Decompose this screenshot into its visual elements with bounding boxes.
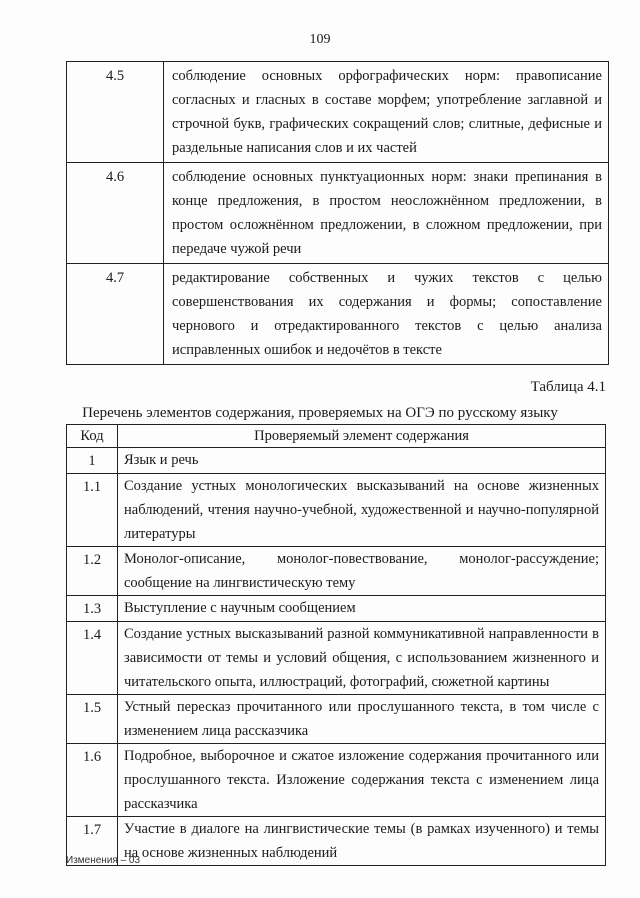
table-row <box>67 264 609 365</box>
table-row <box>67 744 606 817</box>
element-description: Устный пересказ прочитанного или прослушанного текста, в том числе с изменением лица рассказчика <box>118 695 606 744</box>
revision-footer: Изменения – 03 <box>66 855 141 866</box>
table-caption: Таблица 4.1 <box>530 379 606 395</box>
table-row <box>67 163 609 264</box>
element-description: Создание устных высказываний разной коммуникативной направленности в зависимости от темы и условий общения, с использованием жизненного и читательского опыта, иллюстраций, фотографий, сюжетной картины <box>118 622 606 695</box>
element-description: редактирование собственных и чужих текстов с целью совершенствования их содержания и формы; сопоставление чернового и отредактированного текстов с целью анализа исправленных ошибок и недочётов в тексте <box>164 264 609 365</box>
element-description: Язык и речь <box>118 448 606 474</box>
table-row <box>67 596 606 622</box>
element-description: Выступление с научным сообщением <box>118 596 606 622</box>
element-description: соблюдение основных орфографических норм: правописание согласных и гласных в составе морфем; употребление заглавной и строчной букв, графических сокращений слов; слитные, дефисные и раздельные написания слов и их частей <box>164 62 609 163</box>
element-code: 4.6 <box>67 163 164 264</box>
oge-content-elements-table <box>66 424 606 866</box>
page-number: 109 <box>309 32 331 47</box>
element-code: 4.7 <box>67 264 164 365</box>
element-description: Монолог-описание, монолог-повествование, монолог-рассуждение; сообщение на лингвистическую тему <box>118 547 606 596</box>
table-row <box>67 695 606 744</box>
column-header-code: Код <box>67 425 118 448</box>
element-code: 1.4 <box>67 622 118 695</box>
element-code: 1.6 <box>67 744 118 817</box>
element-description: Участие в диалоге на лингвистические темы (в рамках изученного) и темы на основе жизненных наблюдений <box>118 817 606 866</box>
table-header-row <box>67 425 606 448</box>
content-elements-table-continued <box>66 61 609 365</box>
element-description: соблюдение основных пунктуационных норм: знаки препинания в конце предложения, в простом неосложнённом предложении, в простом осложнённом предложении, в сложном предложении, при передаче чужой речи <box>164 163 609 264</box>
element-code: 1.7 <box>67 817 118 866</box>
element-code: 1.1 <box>67 474 118 547</box>
element-code: 4.5 <box>67 62 164 163</box>
table-title: Перечень элементов содержания, проверяемых на ОГЭ по русскому языку <box>82 405 558 421</box>
element-code: 1 <box>67 448 118 474</box>
table-row <box>67 817 606 866</box>
column-header-element: Проверяемый элемент содержания <box>118 425 606 448</box>
element-code: 1.3 <box>67 596 118 622</box>
table-row <box>67 62 609 163</box>
element-code: 1.2 <box>67 547 118 596</box>
table-row <box>67 448 606 474</box>
element-code: 1.5 <box>67 695 118 744</box>
table-row <box>67 547 606 596</box>
table-row <box>67 474 606 547</box>
table-row <box>67 622 606 695</box>
element-description: Создание устных монологических высказываний на основе жизненных наблюдений, чтения научно-учебной, художественной и научно-популярной литературы <box>118 474 606 547</box>
element-description: Подробное, выборочное и сжатое изложение содержания прочитанного или прослушанного текста. Изложение содержания текста с изменением лица рассказчика <box>118 744 606 817</box>
